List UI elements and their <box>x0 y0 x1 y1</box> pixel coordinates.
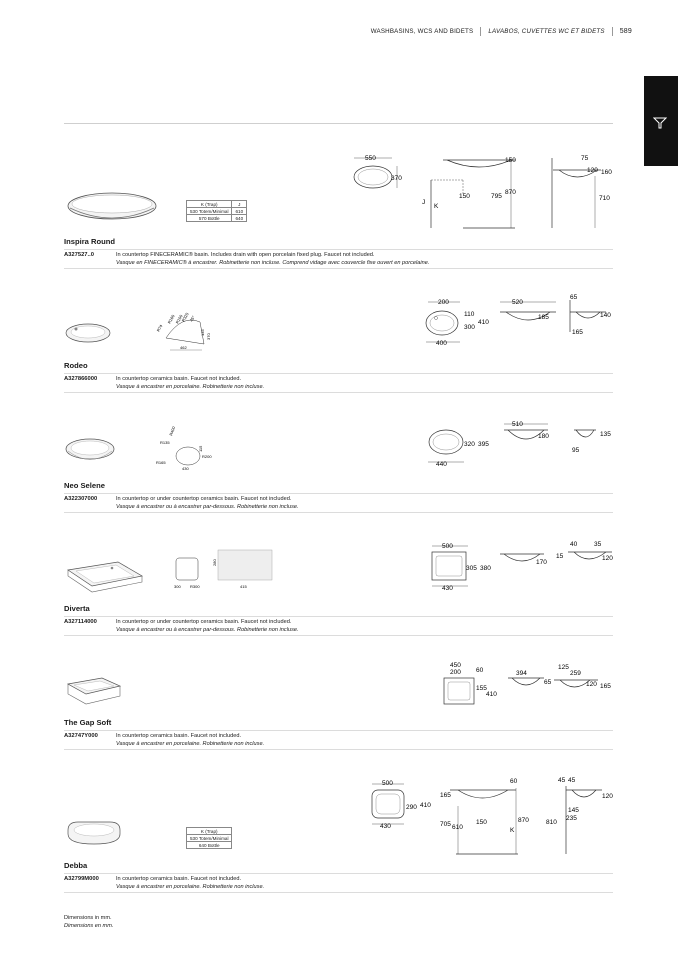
dim-label: 430 <box>442 585 453 592</box>
section-title-fr: LAVABOS, CUVETTES WC ET BIDETS <box>488 28 605 35</box>
dim-label: 415 <box>240 584 247 589</box>
product-image <box>64 818 124 848</box>
description-en: In countertop or under countertop ceramics basin. Faucet not included. <box>116 619 292 625</box>
washbasin-icon <box>653 116 667 130</box>
trap-table <box>186 200 247 222</box>
dim-label: R74 <box>156 323 164 333</box>
product-name: Inspira Round <box>64 237 116 246</box>
dim-label: 120 <box>587 167 598 174</box>
header-divider <box>480 27 481 36</box>
row-divider <box>64 268 613 269</box>
product-code: A32747Y000 <box>64 733 98 739</box>
dim-label: 160 <box>601 169 612 176</box>
dim-label: 75 <box>581 155 589 162</box>
dim-label: 410 <box>478 319 489 326</box>
row-divider <box>64 512 613 513</box>
technical-drawing <box>424 416 624 470</box>
product-image <box>64 436 118 470</box>
dim-label: 180 <box>538 433 549 440</box>
dim-label: 95 <box>572 447 580 454</box>
dim-label: 120 <box>602 793 613 800</box>
product-code: A32799M000 <box>64 876 99 882</box>
description-fr: Vasque à encastrer ou à encastrer par-dessous. Robinetterie non incluse. <box>116 504 299 511</box>
row-divider <box>64 635 613 636</box>
product-image <box>64 322 118 346</box>
row-divider <box>64 249 613 250</box>
row-divider <box>64 493 613 494</box>
row-divider <box>64 373 613 374</box>
product-image <box>64 188 164 228</box>
dim-label: 370 <box>391 175 402 182</box>
dim-label: 60 <box>476 667 484 674</box>
description-en: In countertop ceramics basin. Faucet not included. <box>116 733 241 739</box>
dim-label: 125 <box>558 664 569 671</box>
product-image <box>64 672 124 708</box>
dim-label: 35 <box>594 541 602 548</box>
dim-label: 410 <box>420 802 431 809</box>
dim-label: 520 <box>512 299 523 306</box>
dim-label: 145 <box>568 807 579 814</box>
dim-label: 155 <box>476 685 487 692</box>
dim-label: 380 <box>480 565 491 572</box>
dim-label: 60 <box>510 778 518 785</box>
dim-label: 165 <box>600 683 611 690</box>
dim-label: 440 <box>436 461 447 468</box>
product-name: Debba <box>64 861 88 870</box>
row-divider <box>64 749 613 750</box>
dim-label: 394 <box>516 670 527 677</box>
dim-label: 710 <box>599 195 610 202</box>
technical-drawing <box>438 660 618 712</box>
trap-col-header: K (Trap) <box>187 201 232 208</box>
product-description <box>116 495 299 511</box>
dim-label: 65 <box>544 679 552 686</box>
trap-col-header: K (Trap) <box>187 828 232 835</box>
footer-fr: Dimensions en mm. <box>64 923 114 929</box>
dim-label: 500 <box>382 780 393 787</box>
description-en: In countertop or under countertop ceramics basin. Faucet not included. <box>116 496 292 502</box>
description-en: In countertop ceramics basin. Faucet not included. <box>116 876 241 882</box>
dim-label: 300 <box>174 584 181 589</box>
dim-label: 165 <box>572 329 583 336</box>
row-divider <box>64 892 613 893</box>
dim-label: 500 <box>442 543 453 550</box>
product-description <box>116 251 429 267</box>
trap-cell: 570 Bottle <box>187 215 232 222</box>
dim-label: K <box>510 827 515 834</box>
technical-drawing <box>424 540 624 596</box>
dim-label: R400 <box>168 425 177 437</box>
dim-label: 510 <box>512 421 523 428</box>
dim-label: J <box>422 199 426 206</box>
technical-drawing <box>345 150 615 230</box>
dim-label: 170 <box>536 559 547 566</box>
section-title-en: WASHBASINS, WCS AND BIDETS <box>370 28 474 35</box>
chapter-tab[interactable] <box>644 76 678 166</box>
dim-label: R100 <box>174 313 184 325</box>
header-divider <box>612 27 613 36</box>
dim-label: 150 <box>476 819 487 826</box>
product-code: A322307000 <box>64 496 98 502</box>
product-code: A327527..0 <box>64 252 94 258</box>
product-code: A327866000 <box>64 376 98 382</box>
dim-label: 135 <box>200 329 205 336</box>
product-description <box>116 875 264 891</box>
product-description <box>116 375 264 391</box>
dim-label: 870 <box>505 189 516 196</box>
dim-label: 120 <box>586 681 597 688</box>
row-divider <box>64 730 613 731</box>
description-fr: Vasque à encastrer en porcelaine. Robinetterie non incluse. <box>116 741 265 748</box>
dim-label: 410 <box>486 691 497 698</box>
dim-label: 140 <box>600 312 611 319</box>
dim-label: 110 <box>464 311 475 318</box>
dim-label: 235 <box>566 815 577 822</box>
dim-label: R165 <box>156 460 166 465</box>
dim-label: 115 <box>198 445 203 452</box>
product-code: A327114000 <box>64 619 97 625</box>
dim-label: 430 <box>380 823 391 830</box>
dim-label: 795 <box>491 193 502 200</box>
dim-label: 185 <box>538 314 549 321</box>
dim-label: 45 <box>558 777 566 784</box>
trap-cell: 530 Totem/Minimal <box>187 835 232 842</box>
dim-label: 550 <box>365 155 376 162</box>
description-fr: Vasque à encastrer ou à encastrer par-dessous. Robinetterie non incluse. <box>116 627 299 634</box>
dim-label: 370 <box>206 333 211 340</box>
dim-label: K <box>434 203 439 210</box>
description-fr: Vasque en FINECERAMIC® à encastrer. Robinetterie non incluse. Comprend vidage avec couvercle fixe ouvert en porcelaine. <box>116 260 430 267</box>
dim-label: 40 <box>570 541 578 548</box>
cutout-template <box>160 536 280 594</box>
row-divider <box>64 873 613 874</box>
product-description <box>116 618 299 634</box>
product-description <box>116 732 264 748</box>
row-divider <box>64 392 613 393</box>
dim-label: 65 <box>570 294 578 301</box>
product-name: Diverta <box>64 604 90 613</box>
row-divider <box>64 616 613 617</box>
dim-label: 305 <box>466 565 477 572</box>
dim-label: 395 <box>478 441 489 448</box>
footer-en: Dimensions in mm. <box>64 915 112 921</box>
dim-label: 200 <box>438 299 449 306</box>
trap-table <box>186 827 232 849</box>
dim-label: 280 <box>212 559 217 566</box>
trap-col-header: J <box>232 201 247 208</box>
dim-label: 150 <box>505 157 516 164</box>
technical-drawing <box>366 776 616 856</box>
dim-label: R300 <box>190 584 200 589</box>
dim-label: 870 <box>518 817 529 824</box>
dim-label: 135 <box>600 431 611 438</box>
dim-label: 45° <box>188 314 196 323</box>
section-divider <box>64 123 613 124</box>
dim-label: 810 <box>546 819 557 826</box>
dim-label: 165 <box>440 792 451 799</box>
page-header <box>371 27 632 36</box>
dim-label: 450 <box>450 662 461 669</box>
description-en: In countertop ceramics basin. Faucet not included. <box>116 376 241 382</box>
trap-cell: 610 <box>232 208 247 215</box>
dim-label: R325 <box>180 311 190 323</box>
dim-label: 120 <box>602 555 613 562</box>
dim-label: 15 <box>556 553 564 560</box>
dim-label: 320 <box>464 441 475 448</box>
product-image <box>64 556 146 598</box>
dim-label: 200 <box>450 669 461 676</box>
dim-label: 610 <box>452 824 463 831</box>
dim-label: 290 <box>406 804 417 811</box>
dim-label: R200 <box>202 454 212 459</box>
trap-cell: 640 Bottle <box>187 842 232 849</box>
dim-label: 150 <box>459 193 470 200</box>
dim-label: 259 <box>570 670 581 677</box>
cutout-template <box>156 310 216 354</box>
dim-label: 705 <box>440 821 451 828</box>
dim-label: R160 <box>166 313 176 325</box>
product-name: Rodeo <box>64 361 88 370</box>
dim-label: R135 <box>160 440 170 445</box>
product-name: Neo Selene <box>64 481 105 490</box>
product-name: The Gap Soft <box>64 718 112 727</box>
description-en: In countertop FINECERAMIC® basin. Includes drain with open porcelain fixed plug. Faucet not included. <box>116 252 375 258</box>
dim-label: 430 <box>182 466 189 471</box>
dim-label: 300 <box>464 324 475 331</box>
page-number: 589 <box>619 28 632 35</box>
description-fr: Vasque à encastrer en porcelaine. Robinetterie non incluse. <box>116 384 265 391</box>
cutout-template <box>152 422 222 472</box>
technical-drawing <box>420 292 620 352</box>
dim-label: 400 <box>436 340 447 347</box>
trap-cell: 640 <box>232 215 247 222</box>
footer-note <box>64 914 113 930</box>
description-fr: Vasque à encastrer en porcelaine. Robinetterie non incluse. <box>116 884 265 891</box>
trap-cell: 530 Totem/Minimal <box>187 208 232 215</box>
dim-label: 45 <box>568 777 576 784</box>
dim-label: 462 <box>180 345 187 350</box>
